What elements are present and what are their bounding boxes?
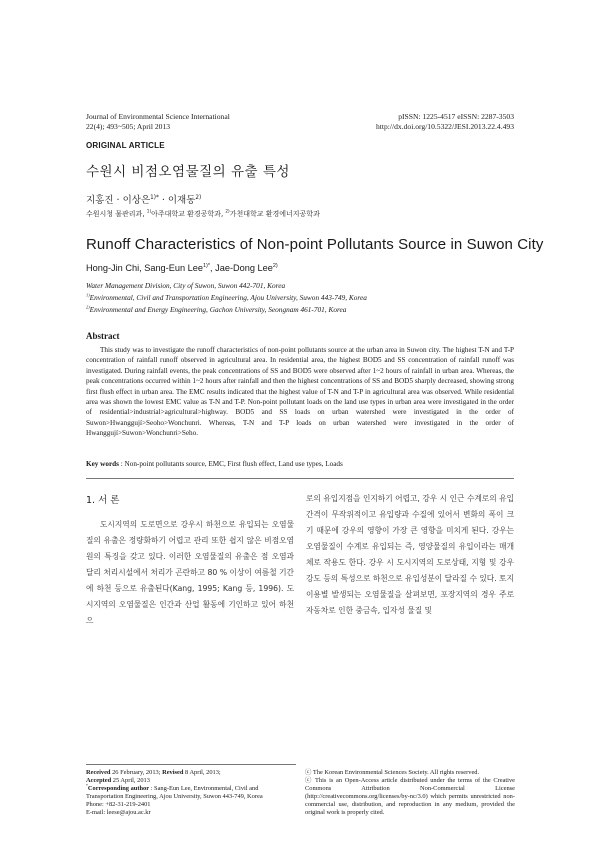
copyright-line: ⓒ The Korean Environmental Sciences Society. All rights reserved.: [305, 769, 480, 776]
abstract-heading: Abstract: [86, 331, 120, 341]
dates-line: [86, 769, 296, 777]
section-divider: [86, 478, 514, 479]
keywords-text: : Non-point pollutants source, EMC, First flush effect, Land use types, Loads: [118, 460, 343, 468]
english-author-names: Hong-Jin Chi, Sang-Eun Lee: [86, 263, 203, 273]
english-aff-2: [86, 305, 346, 314]
author-sup: 1)*: [202, 262, 211, 269]
issn-line: pISSN: 1225-4517 eISSN: 2287-3503: [398, 112, 514, 121]
korean-authors: [86, 192, 201, 206]
aff-1-text: Environmental, Civil and Transportation Engineering, Ajou University, Suwon 443-749, Korea: [89, 293, 367, 302]
accepted-label: Accepted: [86, 777, 112, 784]
doi-link[interactable]: http://dx.doi.org/10.5322/JESI.2013.22.4.493: [375, 122, 514, 131]
journal-name: Journal of Environmental Science International: [86, 112, 230, 121]
aff-2-text: Environmental and Energy Engineering, Gachon University, Seongnam 461-701, Korea: [89, 305, 347, 314]
aff-sup: 2): [225, 208, 230, 214]
revised-date: 8 April, 2013;: [183, 769, 221, 776]
author-sup: 2): [272, 262, 278, 269]
article-type: ORIGINAL ARTICLE: [86, 141, 165, 150]
email[interactable]: E-mail: leese@ajou.ac.kr: [86, 809, 151, 816]
author-sup: 2): [195, 194, 202, 201]
aff-sup: 1): [86, 292, 90, 298]
phone: Phone: +82-31-219-2401: [86, 801, 151, 808]
intro-right-column: [306, 491, 514, 619]
english-title: Runoff Characteristics of Non-point Pollutants Source in Suwon City: [86, 236, 544, 253]
korean-title: 수원시 비점오염물질의 유출 특성: [86, 164, 290, 180]
aff-sup: 1): [146, 208, 152, 214]
author-sup: 1)*: [150, 194, 159, 201]
aff-sup: 2): [86, 304, 90, 310]
aff-2: 가천대학교 환경에너지공학과: [229, 210, 320, 218]
corresponding-author: *Corresponding author : Sang-Eun Lee, Environmental, Civil and Transportation Engineering, Ajou University, Suwon 443-749, Korea: [86, 783, 263, 800]
intro-left-column: [86, 517, 294, 629]
corr-text: : Sang-Eun Lee, Environmental, Civil and Transportation Engineering, Ajou University, Suwon 443-749, Korea: [86, 785, 263, 800]
korean-author-names: 지홍진 · 이상은: [86, 195, 151, 206]
revised-label: Revised: [162, 769, 184, 776]
accepted-date: 25 April, 2013: [111, 777, 150, 784]
keywords: [86, 460, 514, 468]
issn-info: [376, 112, 514, 132]
article-history: [86, 769, 296, 817]
section-heading: 1. 서 론: [86, 495, 120, 506]
journal-info: [86, 112, 230, 132]
korean-author3: · 이재동: [158, 195, 196, 206]
english-author3: , Jae-Dong Lee: [210, 263, 273, 273]
license-text: ⓒ This is an Open-Access article distributed under the terms of the Creative Commons Attribution Non-Commercial License (http://creativecommons.org/licenses/by-nc/3.0) which permits unrestricted non-commercial use, distribution, and reproduction in any medium, provided the original work is properly cited.: [305, 777, 515, 816]
journal-volume: 22(4); 493~505; April 2013: [86, 122, 171, 131]
keywords-label: Key words: [86, 460, 119, 468]
corr-label: Corresponding author: [87, 785, 150, 792]
received-label: Received: [86, 769, 111, 776]
license-notice: [305, 769, 515, 817]
abstract-body: This study was to investigate the runoff characteristics of non-point pollutants source at the urban area in Suwon city. The highest T-N and T-P concentration of rainfall runoff observed in agricultural area. In residential area, the highest BOD5 and SS concentration of rainfall runoff was investigated. During rainfall events, the peak concentrations of SS and BOD5 were observed after 1~2 hours of rainfall in urban area. Whereas, the peak concentrations occurred within 1~2 hours after rainfall and then the highest concentrations of SS and BOD5 sharply decreased, showing strong first flush effect in urban area. The EMC results indicated that the highest value of T-N and T-P in agricultural area was observed. While residential area was shown the lowest EMC value as T-N and T-P. Non-point pollutant loads on the land use types in urban area were investigated in the order of residential>industrial>agricultural>highway. BOD5 and SS loads on urban watershed were investigated in the order of Suwon>Hwanggují>Seoho>Wonchunri. Whereas, T-N and T-P loads on urban watershed were investigated in the order of Hwanggují>Suwon>Wonchunri>Seho.: [86, 346, 514, 438]
aff-main: 수원시청 물관리과,: [86, 210, 147, 218]
korean-affiliations: [86, 209, 320, 219]
english-authors: [86, 263, 278, 273]
intro-paragraph-left: 도시지역의 도로면으로 강우시 하천으로 유입되는 오염물질의 유출은 정량화하기 어렵고 관리 또한 쉽지 않은 비점오염원의 특징을 갖고 있다. 이러한 오염물질의 유출은 점 오염과 달리 처리시설에서 처리가 곤란하고 80 % 이상이 여름철 기간에 하천 등으로 유출된다(Kang, 1995; Kang 등, 1996). 도시지역의 오염물질은 인간과 산업 활동에 기인하고 있어 하천으: [86, 520, 294, 625]
english-aff-main: Water Management Division, City of Suwon, Suwon 442-701, Korea: [86, 281, 286, 290]
footnote-divider: [86, 764, 296, 765]
accepted-line: [86, 777, 296, 785]
aff-1: 아주대학교 환경공학과,: [151, 210, 226, 218]
intro-paragraph-right: 로의 유입지점을 인지하기 어렵고, 강우 시 인근 수계로의 유입 간격이 무작위적이고 유입량과 수질에 있어서 변화의 폭이 크기 때문에 강우의 영향이 가장 큰 영향을 미치게 된다. 강우는 오염물질이 수계로 유입되는 즉, 영양물질의 유입이라는 매개체로 작용도 한다. 강우 시 도시지역의 도로상태, 지형 및 강우강도 등의 특성으로 하천으로 유입성분이 달라질 수 있다. 토지이용별 발생되는 오염물질을 살펴보면, 포장지역의 경우 주로 자동차로 인한 중금속, 입자성 물질 및: [306, 494, 514, 615]
received-date: 26 February, 2013;: [110, 769, 163, 776]
english-aff-1: [86, 293, 367, 302]
